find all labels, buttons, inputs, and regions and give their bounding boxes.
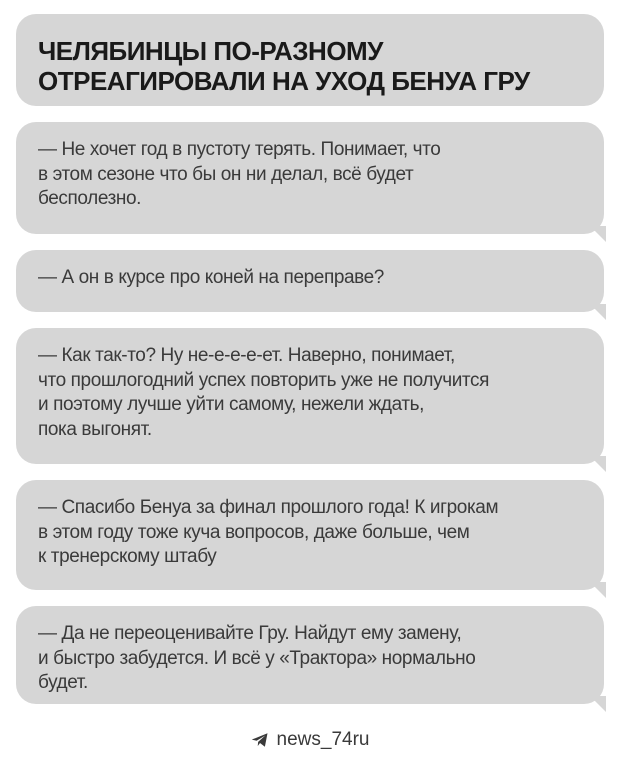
- comment-bubble-5: [16, 606, 604, 704]
- page-title: ЧЕЛЯБИНЦЫ ПО-РАЗНОМУ ОТРЕАГИРОВАЛИ НА УХОД БЕНУА ГРУ: [38, 36, 530, 96]
- comment-text: — Да не переоценивайте Гру. Найдут ему замену, и быстро забудется. И всё у «Трактора» нормально будет.: [38, 623, 476, 693]
- comment-bubble-1: [16, 122, 604, 234]
- comment-bubble-3: [16, 328, 604, 464]
- footer-credit: [0, 726, 620, 754]
- footer-source[interactable]: news_74ru: [276, 729, 370, 750]
- comment-bubble-2: [16, 250, 604, 312]
- comment-bubble-4: [16, 480, 604, 590]
- comment-text: — Спасибо Бенуа за финал прошлого года! К игрокам в этом году тоже куча вопросов, даже больше, чем к тренерскому штабу: [38, 497, 499, 567]
- comment-text: — А он в курсе про коней на переправе?: [38, 267, 384, 288]
- comment-text: — Как так-то? Ну не-е-е-е-ет. Наверно, понимает, что прошлогодний успех повторить уже не получится и поэтому лучше уйти самому, нежели ждать, пока выгонят.: [38, 345, 489, 440]
- title-card: [16, 14, 604, 106]
- telegram-icon: [251, 732, 269, 748]
- comment-text: — Не хочет год в пустоту терять. Понимает, что в этом сезоне что бы он ни делал, всё будет бесполезно.: [38, 139, 441, 209]
